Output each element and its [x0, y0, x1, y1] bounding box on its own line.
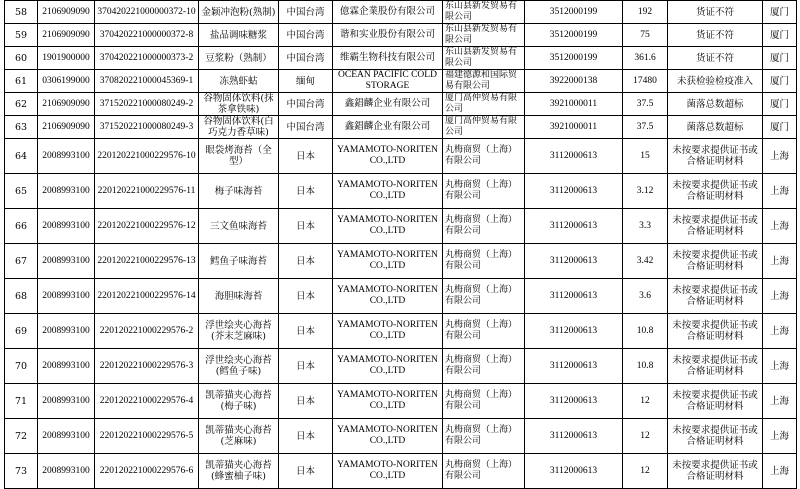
cell-seq-no: 65: [5, 174, 38, 209]
cell-weight: 37.5: [623, 116, 668, 139]
cell-weight: 12: [623, 419, 668, 454]
cell-declaration-no: 370420221000000373-2: [95, 47, 199, 70]
cell-weight: 192: [623, 1, 668, 24]
cell-hs-code: 0306199000: [38, 70, 95, 93]
cell-port: 上海: [763, 349, 797, 384]
cell-seq-no: 59: [5, 24, 38, 47]
cell-product-name: 三文鱼味海苔: [199, 209, 279, 244]
table-row: [5, 454, 797, 489]
cell-seq-no: 58: [5, 1, 38, 24]
cell-importer-code: 3921000011: [525, 93, 623, 116]
cell-product-name: 谷物固体饮料(白巧克力香草味): [199, 116, 279, 139]
cell-weight: 17480: [623, 70, 668, 93]
cell-producer: OCEAN PACIFIC COLD STORAGE: [333, 70, 443, 93]
cell-reason: 货证不符: [668, 24, 763, 47]
cell-product-name: 海胆味海苔: [199, 279, 279, 314]
cell-port: 厦门: [763, 47, 797, 70]
cell-hs-code: 2008993100: [38, 139, 95, 174]
cell-weight: 12: [623, 384, 668, 419]
cell-reason: 未按要求提供证书或合格证明材料: [668, 139, 763, 174]
cell-origin: 日本: [279, 454, 333, 489]
cell-reason: 未按要求提供证书或合格证明材料: [668, 209, 763, 244]
cell-origin: 日本: [279, 349, 333, 384]
cell-origin: 中国台湾: [279, 24, 333, 47]
cell-weight: 3.12: [623, 174, 668, 209]
cell-declaration-no: 220120221000229576-3: [95, 349, 199, 384]
cell-hs-code: 2008993100: [38, 419, 95, 454]
cell-producer: YAMAMOTO-NORITEN CO.,LTD: [333, 349, 443, 384]
cell-producer: YAMAMOTO-NORITEN CO.,LTD: [333, 139, 443, 174]
cell-importer: 丸梅商贸（上海）有限公司: [443, 314, 525, 349]
cell-producer: YAMAMOTO-NORITEN CO.,LTD: [333, 244, 443, 279]
cell-seq-no: 71: [5, 384, 38, 419]
cell-importer: 福建德源和国际贸易有限公司: [443, 70, 525, 93]
cell-producer: YAMAMOTO-NORITEN CO.,LTD: [333, 314, 443, 349]
cell-hs-code: 2106909090: [38, 1, 95, 24]
cell-importer-code: 3112000613: [525, 349, 623, 384]
cell-weight: 12: [623, 454, 668, 489]
cell-producer: 億霖企業股份有限公司: [333, 1, 443, 24]
cell-origin: 日本: [279, 139, 333, 174]
cell-reason: 未按要求提供证书或合格证明材料: [668, 454, 763, 489]
cell-origin: 日本: [279, 314, 333, 349]
cell-origin: 日本: [279, 279, 333, 314]
cell-port: 上海: [763, 384, 797, 419]
cell-origin: 日本: [279, 384, 333, 419]
table-row: [5, 93, 797, 116]
cell-declaration-no: 220120221000229576-12: [95, 209, 199, 244]
cell-producer: 鑫錩麟企业有限公司: [333, 116, 443, 139]
cell-port: 上海: [763, 314, 797, 349]
cell-hs-code: 2106909090: [38, 116, 95, 139]
cell-product-name: 凯蒂猫夹心海苔(蜂蜜柚子味): [199, 454, 279, 489]
cell-producer: 鑫錩麟企业有限公司: [333, 93, 443, 116]
cell-product-name: 浮世绘夹心海苔(鳕鱼子味): [199, 349, 279, 384]
cell-port: 上海: [763, 454, 797, 489]
cell-hs-code: 2008993100: [38, 384, 95, 419]
cell-importer-code: 3112000613: [525, 314, 623, 349]
cell-declaration-no: 220120221000229576-4: [95, 384, 199, 419]
cell-importer-code: 3112000613: [525, 454, 623, 489]
cell-importer: 厦门高仲贸易有限公司: [443, 93, 525, 116]
cell-declaration-no: 220120221000229576-11: [95, 174, 199, 209]
cell-reason: 货证不符: [668, 1, 763, 24]
cell-reason: 未按要求提供证书或合格证明材料: [668, 349, 763, 384]
cell-product-name: 眼袋烤海苔（全型）: [199, 139, 279, 174]
table-row: [5, 349, 797, 384]
cell-product-name: 豆浆粉（熟制）: [199, 47, 279, 70]
cell-hs-code: 2008993100: [38, 244, 95, 279]
table-row: [5, 209, 797, 244]
cell-origin: 缅甸: [279, 70, 333, 93]
cell-reason: 未按要求提供证书或合格证明材料: [668, 419, 763, 454]
cell-seq-no: 70: [5, 349, 38, 384]
cell-declaration-no: 370420221000000372-8: [95, 24, 199, 47]
cell-reason: 未按要求提供证书或合格证明材料: [668, 384, 763, 419]
cell-weight: 3.42: [623, 244, 668, 279]
cell-producer: YAMAMOTO-NORITEN CO.,LTD: [333, 209, 443, 244]
cell-importer-code: 3112000613: [525, 139, 623, 174]
cell-seq-no: 67: [5, 244, 38, 279]
cell-port: 厦门: [763, 116, 797, 139]
cell-hs-code: 2106909090: [38, 24, 95, 47]
cell-declaration-no: 220120221000229576-5: [95, 419, 199, 454]
cell-producer: YAMAMOTO-NORITEN CO.,LTD: [333, 454, 443, 489]
table-row: [5, 24, 797, 47]
cell-producer: 谐和实业股份有限公司: [333, 24, 443, 47]
cell-product-name: 凯蒂猫夹心海苔(芝麻味): [199, 419, 279, 454]
cell-hs-code: 2008993100: [38, 174, 95, 209]
cell-product-name: 谷物固体饮料(抹茶拿铁味): [199, 93, 279, 116]
cell-origin: 中国台湾: [279, 47, 333, 70]
cell-weight: 75: [623, 24, 668, 47]
cell-hs-code: 2008993100: [38, 279, 95, 314]
cell-producer: YAMAMOTO-NORITEN CO.,LTD: [333, 279, 443, 314]
cell-importer: 东山县新发贸易有限公司: [443, 1, 525, 24]
cell-reason: 未按要求提供证书或合格证明材料: [668, 279, 763, 314]
cell-port: 上海: [763, 209, 797, 244]
cell-port: 上海: [763, 139, 797, 174]
cell-origin: 日本: [279, 419, 333, 454]
cell-port: 厦门: [763, 1, 797, 24]
cell-producer: YAMAMOTO-NORITEN CO.,LTD: [333, 174, 443, 209]
cell-reason: 未按要求提供证书或合格证明材料: [668, 244, 763, 279]
table-row: [5, 314, 797, 349]
cell-weight: 15: [623, 139, 668, 174]
cell-seq-no: 62: [5, 93, 38, 116]
cell-importer: 丸梅商贸（上海）有限公司: [443, 174, 525, 209]
cell-weight: 10.8: [623, 349, 668, 384]
cell-declaration-no: 370420221000000372-10: [95, 1, 199, 24]
cell-importer-code: 3512000199: [525, 24, 623, 47]
cell-importer: 丸梅商贸（上海）有限公司: [443, 349, 525, 384]
cell-hs-code: 2008993100: [38, 314, 95, 349]
cell-declaration-no: 371520221000080249-3: [95, 116, 199, 139]
cell-importer-code: 3921000011: [525, 116, 623, 139]
cell-port: 厦门: [763, 93, 797, 116]
cell-importer-code: 3112000613: [525, 244, 623, 279]
cell-weight: 361.6: [623, 47, 668, 70]
cell-hs-code: 2008993100: [38, 454, 95, 489]
cell-port: 上海: [763, 279, 797, 314]
cell-importer: 丸梅商贸（上海）有限公司: [443, 209, 525, 244]
cell-product-name: 金颖冲泡粉(熟制): [199, 1, 279, 24]
cell-reason: 未按要求提供证书或合格证明材料: [668, 314, 763, 349]
cell-reason: 未获检验检疫准入: [668, 70, 763, 93]
table-body: [5, 1, 797, 489]
table-row: [5, 47, 797, 70]
cell-importer-code: 3112000613: [525, 174, 623, 209]
cell-port: 上海: [763, 244, 797, 279]
cell-declaration-no: 220120221000229576-13: [95, 244, 199, 279]
cell-declaration-no: 220120221000229576-2: [95, 314, 199, 349]
cell-seq-no: 63: [5, 116, 38, 139]
cell-product-name: 盐品调味糖浆: [199, 24, 279, 47]
cell-declaration-no: 220120221000229576-10: [95, 139, 199, 174]
cell-importer: 东山县新发贸易有限公司: [443, 47, 525, 70]
cell-origin: 日本: [279, 244, 333, 279]
table-row: [5, 1, 797, 24]
cell-importer: 厦门高仲贸易有限公司: [443, 116, 525, 139]
cell-product-name: 冻熟虾蛄: [199, 70, 279, 93]
cell-importer-code: 3112000613: [525, 279, 623, 314]
cell-seq-no: 73: [5, 454, 38, 489]
cell-importer-code: 3112000613: [525, 419, 623, 454]
cell-reason: 菌落总数超标: [668, 116, 763, 139]
cell-product-name: 浮世绘夹心海苔(芥末芝麻味): [199, 314, 279, 349]
cell-importer: 丸梅商贸（上海）有限公司: [443, 279, 525, 314]
cell-weight: 3.6: [623, 279, 668, 314]
cell-seq-no: 64: [5, 139, 38, 174]
cell-declaration-no: 370820221000045369-1: [95, 70, 199, 93]
table-row: [5, 70, 797, 93]
cell-seq-no: 61: [5, 70, 38, 93]
cell-producer: 维霸生物科技有限公司: [333, 47, 443, 70]
table-row: [5, 279, 797, 314]
cell-hs-code: 1901900000: [38, 47, 95, 70]
cell-importer-code: 3112000613: [525, 384, 623, 419]
cell-importer: 丸梅商贸（上海）有限公司: [443, 139, 525, 174]
cell-reason: 菌落总数超标: [668, 93, 763, 116]
cell-importer-code: 3512000199: [525, 47, 623, 70]
cell-seq-no: 68: [5, 279, 38, 314]
table-row: [5, 419, 797, 454]
cell-seq-no: 60: [5, 47, 38, 70]
table-row: [5, 244, 797, 279]
table-row: [5, 174, 797, 209]
cell-producer: YAMAMOTO-NORITEN CO.,LTD: [333, 419, 443, 454]
cell-importer: 丸梅商贸（上海）有限公司: [443, 244, 525, 279]
cell-declaration-no: 220120221000229576-14: [95, 279, 199, 314]
cell-declaration-no: 220120221000229576-6: [95, 454, 199, 489]
cell-weight: 10.8: [623, 314, 668, 349]
cell-port: 厦门: [763, 70, 797, 93]
cell-importer: 丸梅商贸（上海）有限公司: [443, 419, 525, 454]
table-row: [5, 139, 797, 174]
cell-declaration-no: 371520221000080249-2: [95, 93, 199, 116]
cell-origin: 中国台湾: [279, 93, 333, 116]
table-row: [5, 116, 797, 139]
cell-product-name: 凯蒂猫夹心海苔(梅子味): [199, 384, 279, 419]
cell-importer-code: 3112000613: [525, 209, 623, 244]
cell-origin: 日本: [279, 209, 333, 244]
cell-origin: 中国台湾: [279, 116, 333, 139]
cell-hs-code: 2008993100: [38, 349, 95, 384]
cell-importer: 丸梅商贸（上海）有限公司: [443, 384, 525, 419]
cell-weight: 3.3: [623, 209, 668, 244]
cell-importer: 东山县新发贸易有限公司: [443, 24, 525, 47]
cell-port: 上海: [763, 174, 797, 209]
cell-hs-code: 2008993100: [38, 209, 95, 244]
cell-seq-no: 66: [5, 209, 38, 244]
cell-reason: 未按要求提供证书或合格证明材料: [668, 174, 763, 209]
cell-weight: 37.5: [623, 93, 668, 116]
cell-importer: 丸梅商贸（上海）有限公司: [443, 454, 525, 489]
cell-product-name: 梅子味海苔: [199, 174, 279, 209]
cell-seq-no: 69: [5, 314, 38, 349]
cell-product-name: 鳕鱼子味海苔: [199, 244, 279, 279]
rejected-imports-table: [4, 0, 797, 489]
cell-importer-code: 3922000138: [525, 70, 623, 93]
cell-importer-code: 3512000199: [525, 1, 623, 24]
cell-origin: 日本: [279, 174, 333, 209]
table-row: [5, 384, 797, 419]
cell-port: 上海: [763, 419, 797, 454]
cell-origin: 中国台湾: [279, 1, 333, 24]
cell-reason: 货证不符: [668, 47, 763, 70]
cell-hs-code: 2106909090: [38, 93, 95, 116]
cell-seq-no: 72: [5, 419, 38, 454]
cell-port: 厦门: [763, 24, 797, 47]
cell-producer: YAMAMOTO-NORITEN CO.,LTD: [333, 384, 443, 419]
